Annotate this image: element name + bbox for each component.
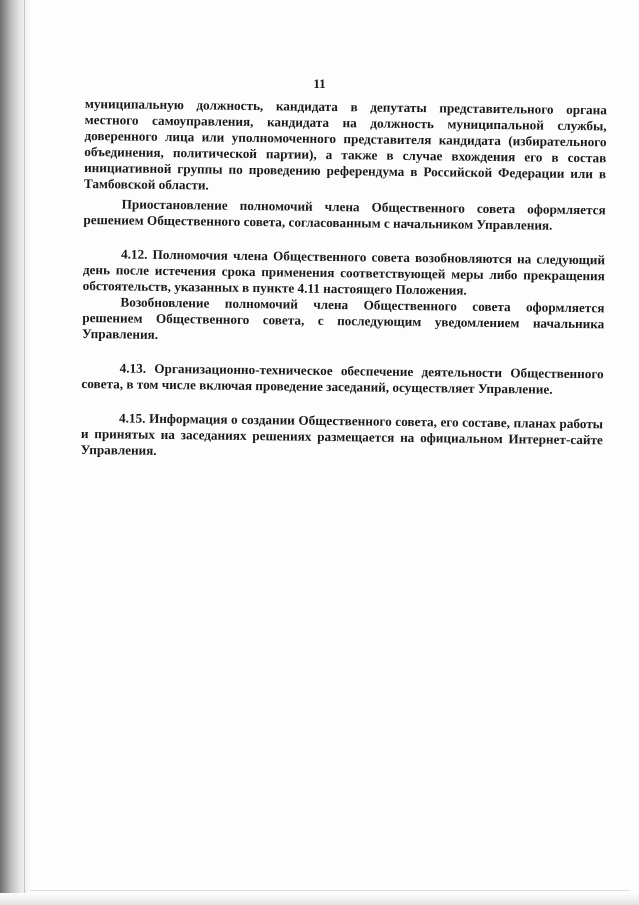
paragraph-renewal-formalization: Возобновление полномочий члена Общественного совета оформляется решением Общественного совета, с последующим уведомлением начальника Управления. [82,294,605,342]
scan-edge-shadow [0,0,30,905]
scan-bottom-line [30,890,630,891]
page-number: 11 [313,76,326,91]
scan-edge-line [24,0,25,905]
scan-bottom-shadow [0,893,639,905]
paragraph-continuation: муниципальную должность, кандидата в депутаты представительного органа местного самоуправления, кандидата на должность муниципальной службы, доверенного лица или уполномоченного представителя кандидата (избирательного объединения, политической партии), а также в случае вхождения его в состав инициативной группы по проведению референдума в Российской Федерации или в Тамбовской области. [83,96,607,193]
paragraph-4-13: 4.13. Организационно-техническое обеспечение деятельности Общественного совета, в том числе включая проведение заседаний, осуществляет Управление. [81,360,604,397]
paragraph-suspension-formalization: Приостановление полномочий члена Общественного совета оформляется решением Общественного совета, согласованным с начальником Управления. [83,196,606,233]
paragraph-4-12: 4.12. Полномочия члена Общественного совета возобновляются на следующий день после истечения срока применения соответствующей меры либо прекращения обстоятельств, указанных в пункте 4.11 настоящего Положения. [82,246,606,298]
paragraph-4-15: 4.15. Информация о создании Общественного совета, его составе, планах работы и принятых на заседаниях решениях размещается на официальном Интернет-сайте Управления. [80,410,604,458]
document-body [81,96,607,464]
